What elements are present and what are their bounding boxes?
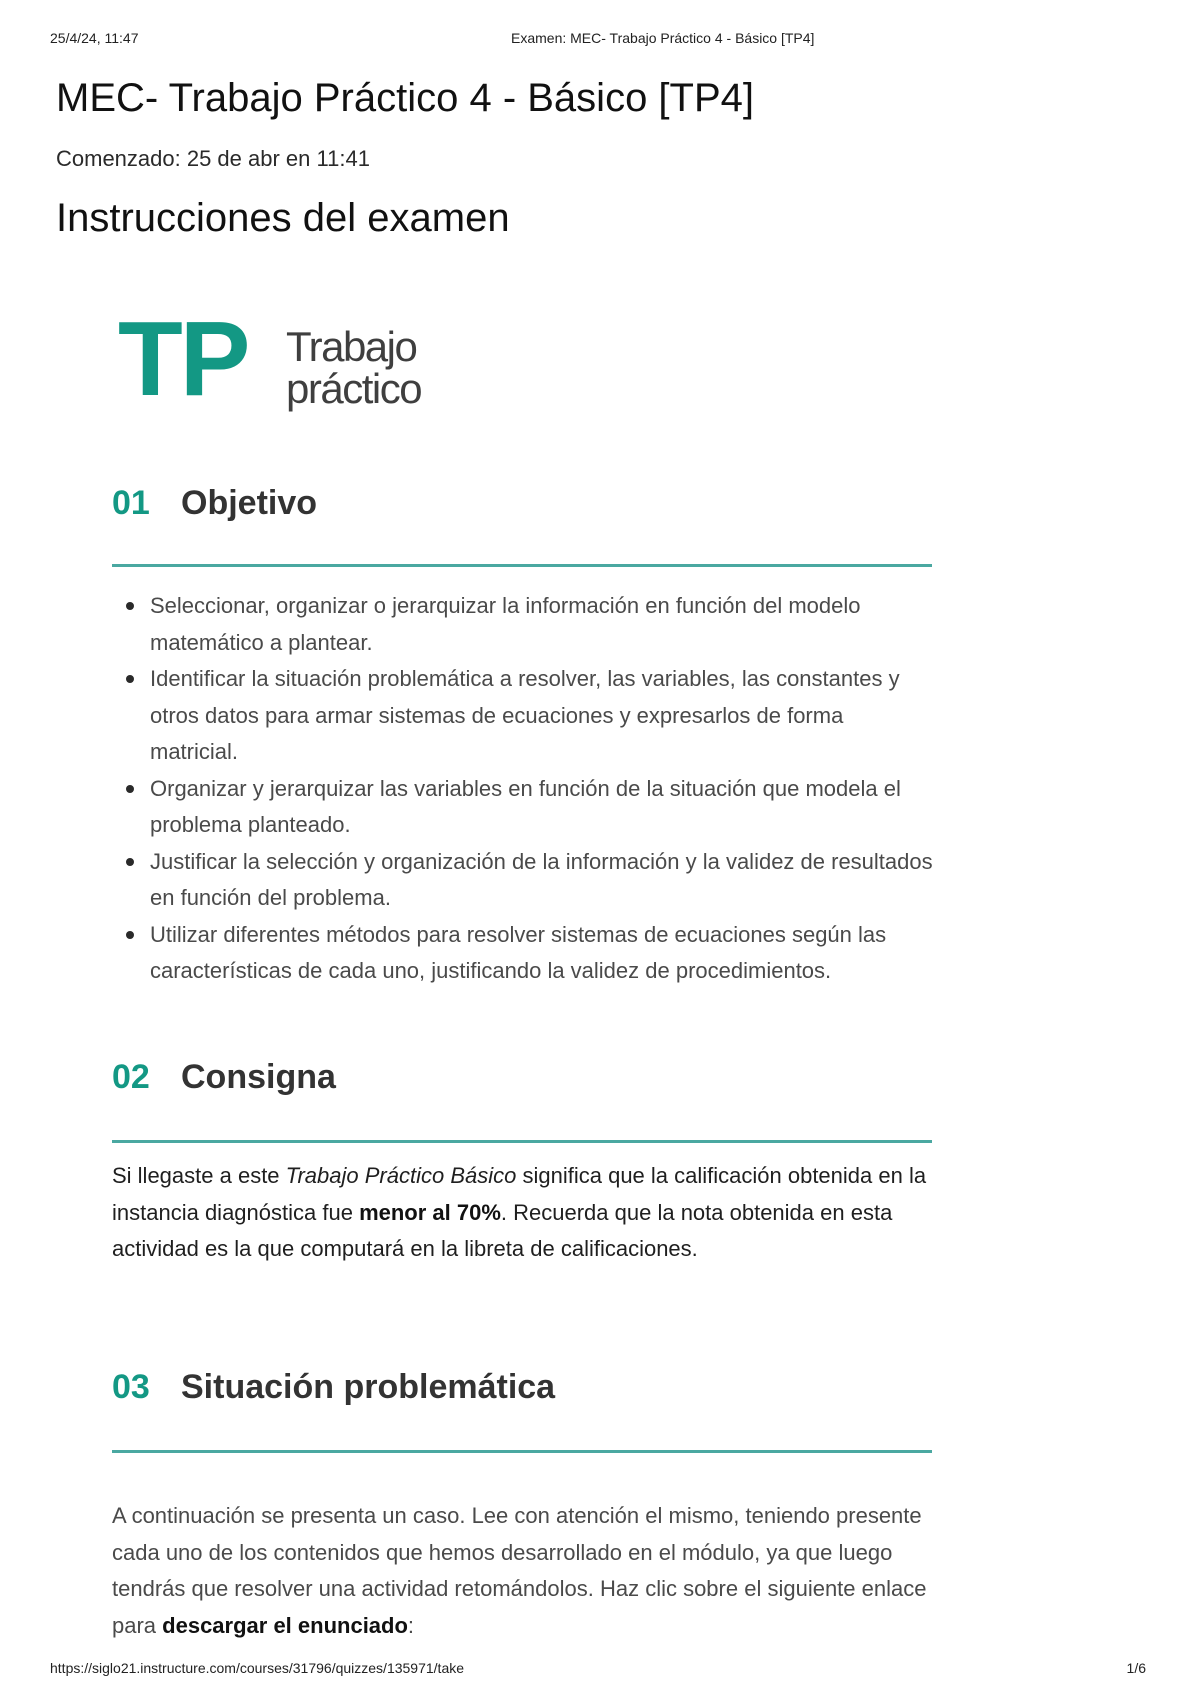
print-header [50, 30, 1150, 50]
section-number: 02 [112, 1058, 150, 1096]
quiz-title: MEC- Trabajo Práctico 4 - Básico [TP4] [56, 76, 755, 120]
list-item: Organizar y jerarquizar las variables en función de la situación que modela el problema planteado. [150, 771, 936, 844]
download-statement-link[interactable]: descargar el enunciado [162, 1612, 408, 1638]
section-consigna-header [112, 1058, 932, 1098]
list-item: Seleccionar, organizar o jerarquizar la información en función del modelo matemático a plantear. [150, 588, 936, 661]
section-divider [112, 564, 932, 567]
trabajo-practico-logo [118, 300, 458, 418]
quiz-started-time: Comenzado: 25 de abr en 11:41 [56, 146, 370, 171]
section-situacion-header [112, 1368, 932, 1408]
consigna-text-3: . Recuerda que la nota obtenida en esta actividad es la que computará en la libreta de calificaciones. [112, 1199, 893, 1261]
consigna-paragraph [112, 1158, 934, 1268]
section-title: Consigna [181, 1058, 336, 1096]
logo-letters: TP [118, 300, 248, 418]
logo-word-trabajo: Trabajo [286, 323, 417, 370]
consigna-text-1: Si llegaste a este [112, 1163, 286, 1188]
consigna-text-2: significa que la calificación obtenida en la instancia diagnóstica fue [112, 1163, 927, 1225]
objectives-list [150, 588, 936, 990]
logo-word-practico: práctico [286, 365, 422, 412]
section-divider [112, 1140, 932, 1143]
print-document-title: Examen: MEC- Trabajo Práctico 4 - Básico [TP4] [511, 30, 815, 46]
list-item: Identificar la situación problemática a resolver, las variables, las constantes y otros datos para armar sistemas de ecuaciones y expresarlos de forma matricial. [150, 661, 936, 771]
section-divider [112, 1450, 932, 1453]
list-item: Utilizar diferentes métodos para resolver sistemas de ecuaciones según las características de cada uno, justificando la validez de procedimientos. [150, 917, 936, 990]
section-objetivo-header [112, 484, 932, 524]
instructions-heading: Instrucciones del examen [56, 196, 510, 240]
section-number: 01 [112, 484, 150, 522]
page-number: 1/6 [1126, 1660, 1146, 1676]
print-date: 25/4/24, 11:47 [50, 30, 139, 46]
section-number: 03 [112, 1368, 150, 1406]
consigna-bold-text: menor al 70% [359, 1199, 501, 1225]
section-title: Objetivo [181, 484, 318, 522]
situacion-text-2: : [407, 1612, 415, 1638]
situacion-text-1: A continuación se presenta un caso. Lee con atención el mismo, teniendo presente cada uno de los contenidos que hemos desarrollado en el módulo, ya que luego tendrás que resolver una actividad retomándolos. Haz clic sobre el siguiente enlace para [112, 1503, 927, 1638]
situacion-paragraph [112, 1498, 934, 1644]
list-item: Justificar la selección y organización de la información y la validez de resultados en función del problema. [150, 844, 936, 917]
consigna-italic-text: Trabajo Práctico Básico [285, 1163, 517, 1188]
print-footer [50, 1660, 1150, 1680]
section-title: Situación problemática [181, 1368, 556, 1406]
page-url: https://siglo21.instructure.com/courses/31796/quizzes/135971/take [50, 1660, 465, 1676]
